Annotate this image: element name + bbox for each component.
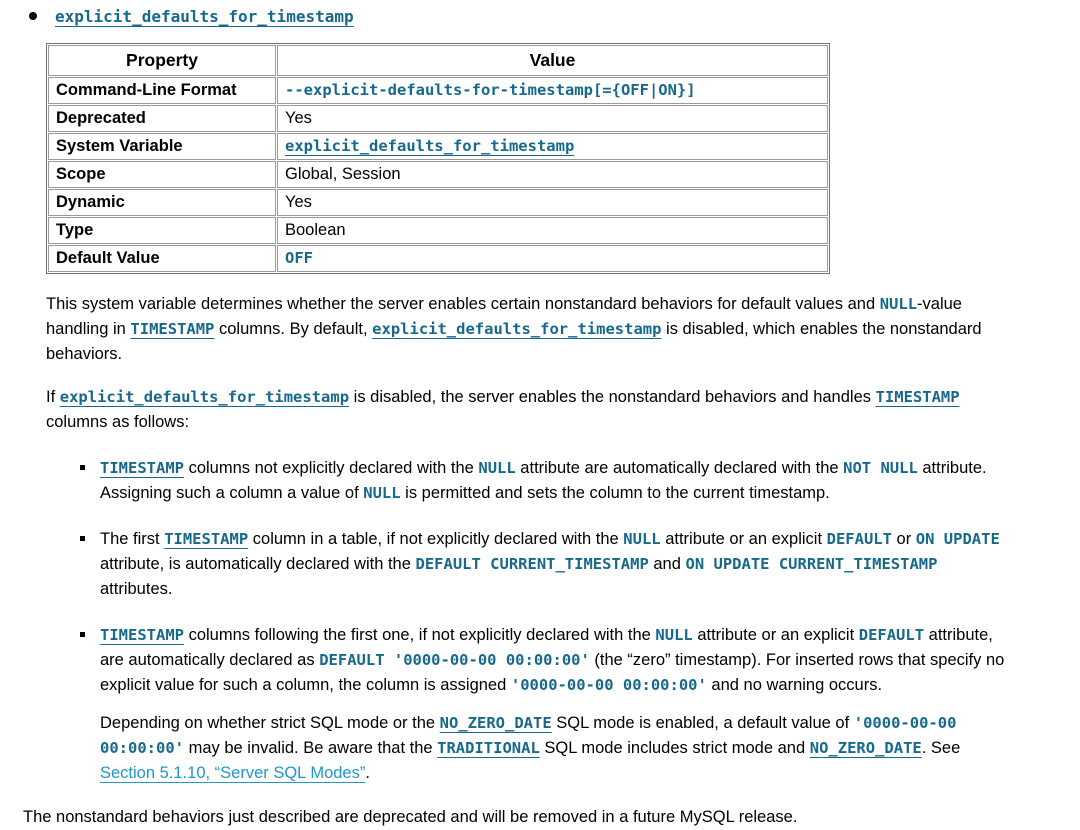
code-literal: NULL — [363, 484, 401, 502]
text-segment: -value handling in — [46, 295, 962, 338]
code-literal: ON UPDATE — [915, 530, 1000, 548]
property-cell: Deprecated — [48, 105, 276, 132]
code-link[interactable]: explicit_defaults_for_timestamp — [372, 320, 662, 338]
code-link[interactable]: NO_ZERO_DATE — [439, 714, 552, 732]
behavior-list — [46, 456, 1010, 786]
property-table-body — [48, 77, 828, 272]
text-segment: is disabled, which enables the nonstandard behaviors. — [46, 320, 982, 363]
variable-title-line — [46, 6, 1010, 28]
text-segment: SQL mode is enabled, a default value of — [551, 714, 854, 732]
table-row — [48, 189, 828, 216]
text-segment: column in a table, if not explicitly declared with the — [248, 530, 624, 548]
property-cell: Type — [48, 217, 276, 244]
table-header-property: Property — [48, 45, 276, 76]
code-literal: DEFAULT — [826, 530, 892, 548]
text-segment: columns not explicitly declared with the — [184, 459, 479, 477]
text-segment: columns following the first one, if not explicitly declared with the — [184, 626, 656, 644]
behavior-item — [46, 456, 1010, 506]
code-link[interactable]: TIMESTAMP — [130, 320, 215, 338]
code-link[interactable]: TRADITIONAL — [437, 739, 540, 757]
text-segment: attribute or an explicit — [692, 626, 859, 644]
property-cell: Default Value — [48, 245, 276, 272]
text-segment: columns. By default, — [214, 320, 373, 338]
value-cell — [277, 189, 828, 216]
code-link[interactable]: TIMESTAMP — [875, 388, 960, 406]
text-segment: attribute are automatically declared with the — [515, 459, 844, 477]
text-segment: . — [365, 764, 370, 782]
code-literal: ON UPDATE CURRENT_TIMESTAMP — [685, 555, 938, 573]
closing-paragraph: The nonstandard behaviors just described are deprecated and will be removed in a future MySQL release. — [23, 808, 798, 826]
text-segment: or — [891, 530, 916, 548]
text-segment: attribute, are automatically declared as — [100, 626, 993, 669]
square-bullet-icon — [80, 632, 85, 637]
behavior-paragraph — [100, 456, 1010, 506]
property-cell: System Variable — [48, 133, 276, 160]
text-segment: Global, Session — [285, 165, 401, 183]
table-header-row — [48, 45, 828, 76]
text-segment: columns as follows: — [46, 413, 190, 431]
text-segment: attributes. — [100, 580, 173, 598]
code-literal: NULL — [623, 530, 661, 548]
variable-item — [23, 6, 1050, 786]
code-literal: '0000-00-00 00:00:00' — [510, 676, 707, 694]
text-segment: If — [46, 388, 60, 406]
text-segment: Depending on whether strict SQL mode or the — [100, 714, 440, 732]
text-segment: (the “zero” timestamp). For inserted rows that specify no explicit value for such a column, the column is assigned — [100, 651, 1005, 694]
square-bullet-icon — [80, 465, 85, 470]
text-segment: may be invalid. Be aware that the — [184, 739, 438, 757]
value-cell — [277, 105, 828, 132]
code-literal: DEFAULT — [858, 626, 925, 644]
variable-title-link[interactable]: explicit_defaults_for_timestamp — [55, 7, 354, 26]
table-row — [48, 133, 828, 160]
behavior-paragraph — [100, 527, 1010, 602]
text-segment: attribute. Assigning such a column a value of — [100, 459, 987, 502]
code-link[interactable]: TIMESTAMP — [100, 459, 184, 477]
code-link[interactable]: TIMESTAMP — [164, 530, 249, 548]
code-link[interactable]: TIMESTAMP — [100, 626, 184, 644]
code-literal: NULL — [655, 626, 693, 644]
square-bullet-icon — [80, 536, 85, 541]
text-segment: attribute or an explicit — [660, 530, 827, 548]
property-cell: Dynamic — [48, 189, 276, 216]
text-segment: SQL mode includes strict mode and — [539, 739, 810, 757]
intro-paragraph — [46, 292, 1010, 367]
code-literal: '0000-00-00 00:00:00' — [100, 714, 957, 757]
code-literal: --explicit-defaults-for-timestamp[={OFF|ON}] — [285, 81, 696, 99]
property-cell: Scope — [48, 161, 276, 188]
text-segment: attribute, is automatically declared with the — [100, 555, 416, 573]
table-row — [48, 245, 828, 272]
behavior-paragraph — [100, 623, 1010, 698]
behavior-item — [46, 527, 1010, 602]
value-cell — [277, 161, 828, 188]
code-link[interactable]: explicit_defaults_for_timestamp — [59, 388, 350, 406]
behavior-paragraph — [100, 711, 1010, 786]
code-literal: NOT NULL — [843, 459, 918, 477]
text-segment: is disabled, the server enables the nonstandard behaviors and handles — [349, 388, 876, 406]
table-row — [48, 105, 828, 132]
value-cell — [277, 245, 828, 272]
text-segment: Boolean — [285, 221, 346, 239]
variable-list — [23, 6, 1050, 786]
condition-paragraph — [46, 385, 1010, 435]
text-segment: and no warning occurs. — [706, 676, 883, 694]
table-header-value: Value — [277, 45, 828, 76]
doc-link[interactable]: Section 5.1.10, “Server SQL Modes” — [100, 764, 366, 782]
table-row — [48, 217, 828, 244]
value-cell — [277, 217, 828, 244]
code-literal: NULL — [478, 459, 516, 477]
code-literal: DEFAULT '0000-00-00 00:00:00' — [319, 651, 590, 669]
property-cell: Command-Line Format — [48, 77, 276, 104]
text-segment: Yes — [285, 109, 312, 127]
disc-bullet-icon — [29, 12, 37, 20]
code-literal: DEFAULT CURRENT_TIMESTAMP — [415, 555, 649, 573]
text-segment: The first — [100, 530, 165, 548]
code-literal: NULL — [879, 295, 918, 313]
text-segment: . See — [921, 739, 961, 757]
text-segment: and — [648, 555, 686, 573]
code-literal: OFF — [285, 249, 313, 267]
value-cell — [277, 133, 828, 160]
code-link[interactable]: NO_ZERO_DATE — [809, 739, 922, 757]
text-segment: Yes — [285, 193, 312, 211]
code-link[interactable]: explicit_defaults_for_timestamp — [285, 137, 575, 155]
value-cell — [277, 77, 828, 104]
table-row — [48, 161, 828, 188]
text-segment: This system variable determines whether the server enables certain nonstandard behaviors for default values and — [46, 295, 880, 313]
table-row — [48, 77, 828, 104]
property-table — [46, 43, 830, 274]
text-segment: is permitted and sets the column to the current timestamp. — [400, 484, 830, 502]
behavior-item — [46, 623, 1010, 786]
